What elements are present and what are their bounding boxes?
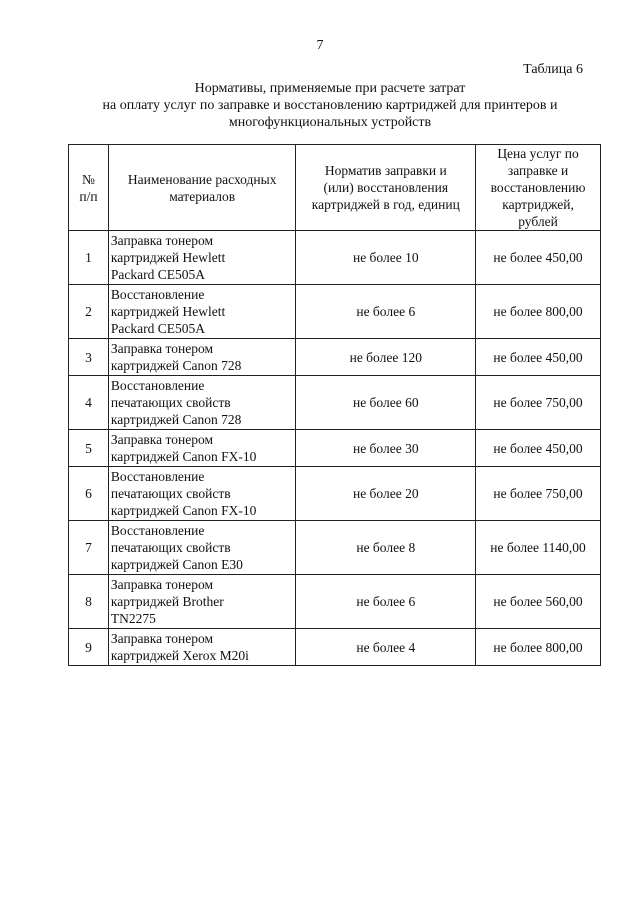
- price-value: не более 1140,00: [476, 521, 601, 575]
- norm-value: не более 10: [296, 231, 476, 285]
- header-line: материалов: [169, 188, 236, 204]
- norm-value: не более 6: [296, 575, 476, 629]
- table-row: [69, 430, 601, 467]
- material-name-line: Восстановление: [110, 378, 205, 393]
- price-value: не более 800,00: [476, 285, 601, 339]
- material-name: [108, 629, 296, 666]
- header-line: картриджей в год, единиц: [311, 197, 460, 212]
- table-header-row: [69, 145, 601, 231]
- material-name-line: картриджей Canon FX-10: [110, 449, 257, 464]
- header-line: заправке и: [507, 163, 569, 178]
- header-line: №: [82, 171, 95, 187]
- material-name-line: Восстановление: [110, 287, 205, 302]
- material-name: [108, 575, 296, 629]
- material-name-line: картриджей Canon 728: [110, 358, 242, 373]
- header-line: рублей: [518, 214, 558, 229]
- material-name-line: картриджей Xerox M20i: [110, 648, 249, 663]
- price-value: не более 800,00: [476, 629, 601, 666]
- header-price: [476, 145, 601, 231]
- row-number: 4: [69, 376, 109, 430]
- page-number: 7: [316, 38, 324, 53]
- material-name-line: Заправка тонером: [110, 233, 214, 248]
- material-name-line: Заправка тонером: [110, 341, 214, 356]
- norm-value: не более 6: [296, 285, 476, 339]
- material-name: [108, 231, 296, 285]
- material-name-line: Packard CE505A: [110, 267, 205, 282]
- norm-value: не более 120: [296, 339, 476, 376]
- norms-table: [68, 144, 601, 666]
- header-name: [108, 145, 296, 231]
- material-name-line: картриджей Canon 728: [110, 412, 242, 427]
- title-line-2: на оплату услуг по заправке и восстановлению картриджей для принтеров и: [102, 98, 558, 113]
- table-row: [69, 339, 601, 376]
- material-name-line: Packard CE505A: [110, 321, 205, 336]
- row-number: 2: [69, 285, 109, 339]
- row-number: 8: [69, 575, 109, 629]
- title-line-1: Нормативы, применяемые при расчете затрат: [194, 81, 466, 96]
- material-name: [108, 285, 296, 339]
- header-line: Цена услуг по: [497, 146, 579, 161]
- norm-value: не более 20: [296, 467, 476, 521]
- row-number: 7: [69, 521, 109, 575]
- table-row: [69, 231, 601, 285]
- price-value: не более 560,00: [476, 575, 601, 629]
- header-line: Норматив заправки и: [324, 163, 447, 178]
- header-line: п/п: [79, 188, 98, 204]
- row-number: 5: [69, 430, 109, 467]
- row-number: 3: [69, 339, 109, 376]
- norm-value: не более 60: [296, 376, 476, 430]
- material-name-line: печатающих свойств: [110, 540, 231, 555]
- material-name: [108, 376, 296, 430]
- table-label: Таблица 6: [523, 62, 583, 77]
- table-row: [69, 575, 601, 629]
- material-name: [108, 467, 296, 521]
- header-line: восстановлению: [490, 180, 586, 195]
- title-line-3: многофункциональных устройств: [228, 115, 432, 130]
- material-name-line: печатающих свойств: [110, 395, 231, 410]
- material-name-line: картриджей Canon E30: [110, 557, 243, 572]
- material-name: [108, 430, 296, 467]
- price-value: не более 450,00: [476, 231, 601, 285]
- material-name-line: картриджей Hewlett: [110, 304, 226, 319]
- material-name-line: картриджей Hewlett: [110, 250, 226, 265]
- row-number: 6: [69, 467, 109, 521]
- header-line: картриджей,: [502, 197, 574, 212]
- header-norm: [296, 145, 476, 231]
- material-name-line: Заправка тонером: [110, 577, 214, 592]
- table-row: [69, 467, 601, 521]
- price-value: не более 750,00: [476, 376, 601, 430]
- table-row: [69, 376, 601, 430]
- material-name-line: картриджей Brother: [110, 594, 224, 609]
- table-row: [69, 521, 601, 575]
- header-line: (или) восстановления: [323, 180, 449, 195]
- material-name-line: Заправка тонером: [110, 432, 214, 447]
- material-name-line: печатающих свойств: [110, 486, 231, 501]
- header-num: [69, 145, 109, 231]
- material-name: [108, 521, 296, 575]
- material-name-line: Восстановление: [110, 523, 205, 538]
- table-row: [69, 285, 601, 339]
- material-name: [108, 339, 296, 376]
- material-name-line: картриджей Canon FX-10: [110, 503, 257, 518]
- table-body: [69, 231, 601, 666]
- row-number: 9: [69, 629, 109, 666]
- norm-value: не более 4: [296, 629, 476, 666]
- norm-value: не более 8: [296, 521, 476, 575]
- material-name-line: Заправка тонером: [110, 631, 214, 646]
- norm-value: не более 30: [296, 430, 476, 467]
- price-value: не более 450,00: [476, 339, 601, 376]
- table-row: [69, 629, 601, 666]
- document-title: [60, 80, 600, 131]
- price-value: не более 750,00: [476, 467, 601, 521]
- price-value: не более 450,00: [476, 430, 601, 467]
- header-line: Наименование расходных: [127, 171, 277, 187]
- material-name-line: TN2275: [110, 611, 156, 626]
- row-number: 1: [69, 231, 109, 285]
- material-name-line: Восстановление: [110, 469, 205, 484]
